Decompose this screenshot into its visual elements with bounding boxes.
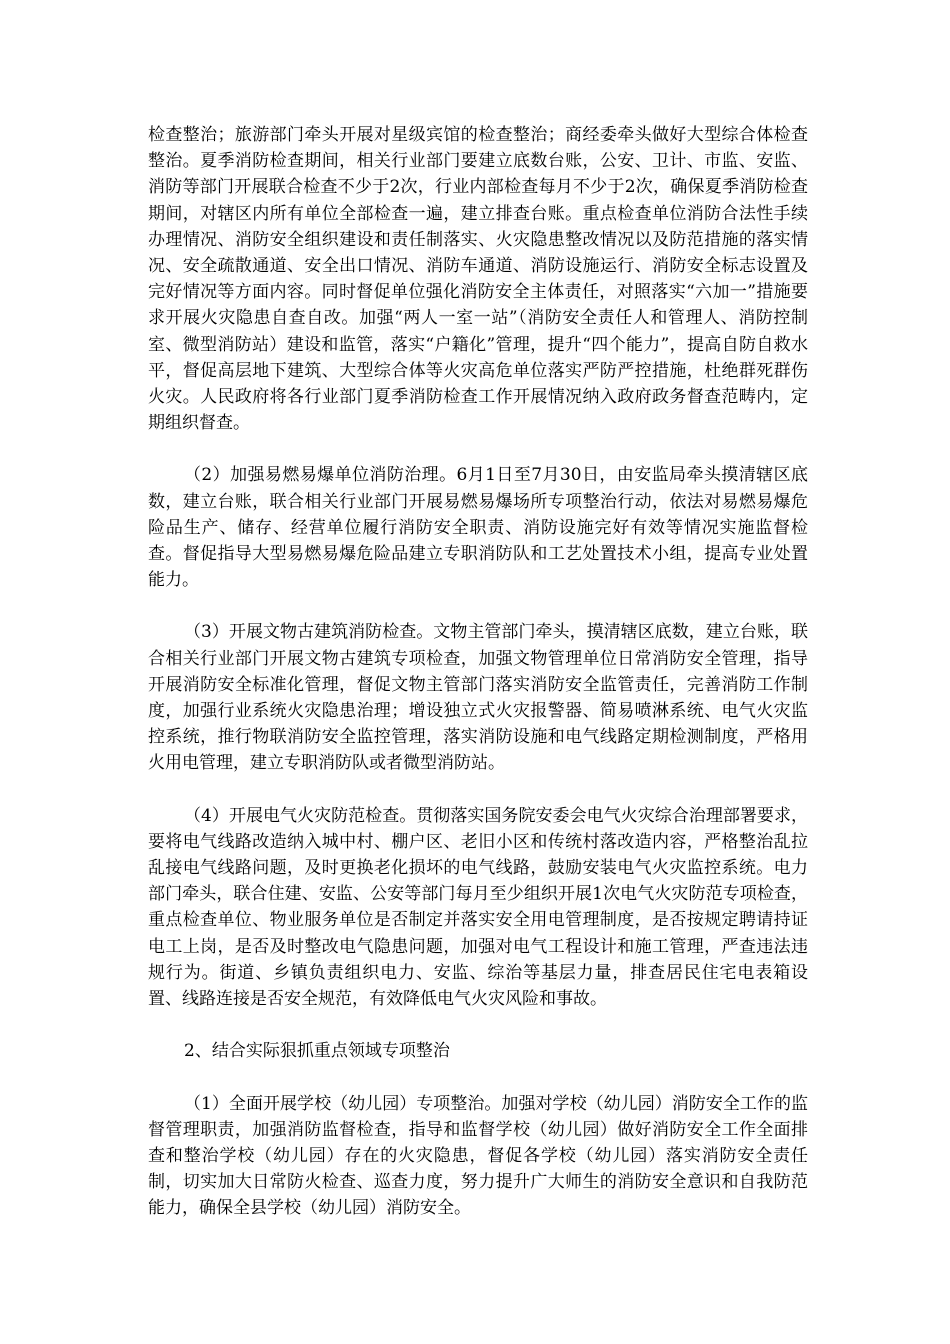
paragraph-schools: （1）全面开展学校（幼儿园）专项整治。加强对学校（幼儿园）消防安全工作的监督管理职责，加强消防监督检查，指导和监督学校（幼儿园）做好消防安全工作全面排查和整治学校（幼儿园）存在的火灾隐患，督促各学校（幼儿园）落实消防安全责任制，切实加大日常防火检查、巡查力度，努力提升广大师生的消防安全意识和自我防范能力，确保全县学校（幼儿园）消防安全。 [148,1093,808,1219]
paragraph-electrical-fire: （4）开展电气火灾防范检查。贯彻落实国务院安委会电气火灾综合治理部署要求，要将电气线路改造纳入城中村、棚户区、老旧小区和传统村落改造内容，严格整治乱拉乱接电气线路问题，及时更换老化损坏的电气线路，鼓励安装电气火灾监控系统。电力部门牵头，联合住建、安监、公安等部门每月至少组织开展1次电气火灾防范专项检查，重点检查单位、物业服务单位是否制定并落实安全用电管理制度，是否按规定聘请持证电工上岗，是否及时整改电气隐患问题，加强对电气工程设计和施工管理，严查违法违规行为。街道、乡镇负责组织电力、安监、综治等基层力量，排查居民住宅电表箱设置、线路连接是否安全规范，有效降低电气火灾风险和事故。 [148,805,808,1010]
paragraph-inspection-continuation: 检查整治；旅游部门牵头开展对星级宾馆的检查整治；商经委牵头做好大型综合体检查整治。夏季消防检查期间，相关行业部门要建立底数台账，公安、卫计、市监、安监、消防等部门开展联合检查不少于2次，行业内部检查每月不少于2次，确保夏季消防检查期间，对辖区内所有单位全部检查一遍，建立排查台账。重点检查单位消防合法性手续办理情况、消防安全组织建设和责任制落实、火灾隐患整改情况以及防范措施的落实情况、安全疏散通道、安全出口情况、消防车通道、消防设施运行、消防安全标志设置及完好情况等方面内容。同时督促单位强化消防安全主体责任，对照落实“六加一”措施要求开展火灾隐患自查自改。加强“两人一室一站”（消防安全责任人和管理人、消防控制室、微型消防站）建设和监管，落实“户籍化”管理，提升“四个能力”，提高自防自救水平，督促高层地下建筑、大型综合体等火灾高危单位落实严防严控措施，杜绝群死群伤火灾。人民政府将各行业部门夏季消防检查工作开展情况纳入政府政务督查范畴内，定期组织督查。 [148,125,808,434]
section-heading-key-areas: 2、结合实际狠抓重点领域专项整治 [184,1041,450,1062]
paragraph-flammable-explosive: （2）加强易燃易爆单位消防治理。6月1日至7月30日，由安监局牵头摸清辖区底数，建立台账，联合相关行业部门开展易燃易爆场所专项整治行动，依法对易燃易爆危险品生产、储存、经营单位履行消防安全职责、消防设施完好有效等情况实施监督检查。督促指导大型易燃易爆危险品建立专职消防队和工艺处置技术小组，提高专业处置能力。 [148,465,808,591]
document-body [148,122,808,1222]
paragraph-cultural-relics: （3）开展文物古建筑消防检查。文物主管部门牵头，摸清辖区底数，建立台账，联合相关行业部门开展文物古建筑专项检查，加强文物管理单位日常消防安全管理，指导开展消防安全标准化管理，督促文物主管部门落实消防安全监管责任，完善消防工作制度，加强行业系统火灾隐患治理；增设独立式火灾报警器、简易喷淋系统、电气火灾监控系统，推行物联消防安全监控管理，落实消防设施和电气线路定期检测制度，严格用火用电管理，建立专职消防队或者微型消防站。 [148,622,808,774]
